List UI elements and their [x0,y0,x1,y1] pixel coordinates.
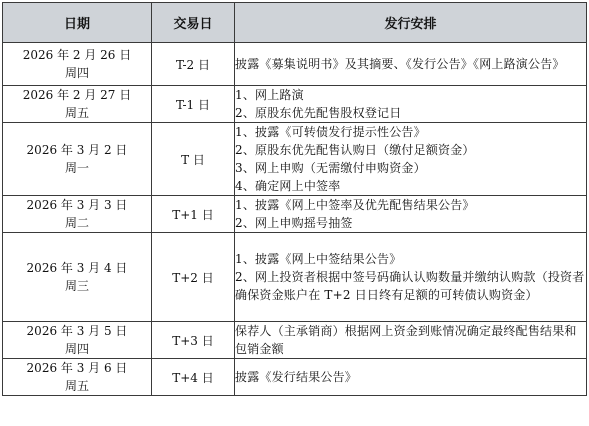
arrangement-item: 2、原股东优先配售股权登记日 [235,106,402,120]
weekday-text: 周一 [64,161,89,175]
weekday-text: 周四 [64,342,89,356]
arrangement-cell [235,359,587,396]
table-row [3,196,587,233]
table-row [3,359,587,396]
arrangement-cell [235,43,587,86]
date-text: 2026 年 3 月 5 日 [26,324,128,338]
table-body [3,43,587,396]
trading-day-cell: T 日 [152,123,235,196]
table-header-row [3,3,587,43]
header-trading-day: 交易日 [152,3,235,43]
header-arrangement: 发行安排 [235,3,587,43]
table-row [3,123,587,196]
date-cell [3,86,152,123]
weekday-text: 周二 [64,216,89,230]
arrangement-item: 1、披露《可转债发行提示性公告》 [235,125,426,139]
arrangement-item: 披露《募集说明书》及其摘要、《发行公告》《网上路演公告》 [235,57,565,71]
weekday-text: 周三 [64,279,89,293]
trading-day-cell: T+3 日 [152,322,235,359]
arrangement-item: 保荐人（主承销商）根据网上资金到账情况确定最终配售结果和包销金额 [235,324,577,356]
arrangement-item: 2、原股东优先配售认购日（缴付足额资金） [235,143,475,157]
arrangement-cell [235,86,587,123]
table-row [3,43,587,86]
arrangement-cell [235,123,587,196]
trading-day-cell: T-1 日 [152,86,235,123]
trading-day-cell: T+1 日 [152,196,235,233]
header-date: 日期 [3,3,152,43]
date-text: 2026 年 3 月 2 日 [26,143,128,157]
arrangement-item: 2、网上投资者根据中签号码确认认购数量并缴纳认购款（投资者确保资金账户在 T+2 日日终有足额的可转债认购资金） [235,270,585,302]
issuance-schedule-table [2,2,587,396]
date-text: 2026 年 2 月 26 日 [22,48,132,62]
table-row [3,86,587,123]
table-row [3,322,587,359]
arrangement-item: 披露《发行结果公告》 [235,370,358,384]
arrangement-item: 2、网上申购摇号抽签 [235,216,353,230]
arrangement-item: 3、网上申购（无需缴付申购资金） [235,161,426,175]
date-cell [3,123,152,196]
date-cell [3,359,152,396]
weekday-text: 周五 [64,379,89,393]
date-text: 2026 年 2 月 27 日 [22,88,132,102]
arrangement-cell [235,233,587,322]
date-text: 2026 年 3 月 4 日 [26,261,128,275]
date-cell [3,233,152,322]
date-cell [3,196,152,233]
arrangement-item: 1、披露《网上中签率及优先配售结果公告》 [235,198,475,212]
trading-day-cell: T+2 日 [152,233,235,322]
date-text: 2026 年 3 月 3 日 [26,198,128,212]
arrangement-item: 4、确定网上中签率 [235,179,341,193]
arrangement-cell [235,196,587,233]
table-row [3,233,587,322]
date-cell [3,322,152,359]
date-cell [3,43,152,86]
arrangement-item: 1、网上路演 [235,88,304,102]
trading-day-cell: T+4 日 [152,359,235,396]
weekday-text: 周五 [64,106,89,120]
date-text: 2026 年 3 月 6 日 [26,361,128,375]
trading-day-cell: T-2 日 [152,43,235,86]
arrangement-item: 1、披露《网上中签结果公告》 [235,252,402,266]
weekday-text: 周四 [64,66,89,80]
arrangement-cell [235,322,587,359]
